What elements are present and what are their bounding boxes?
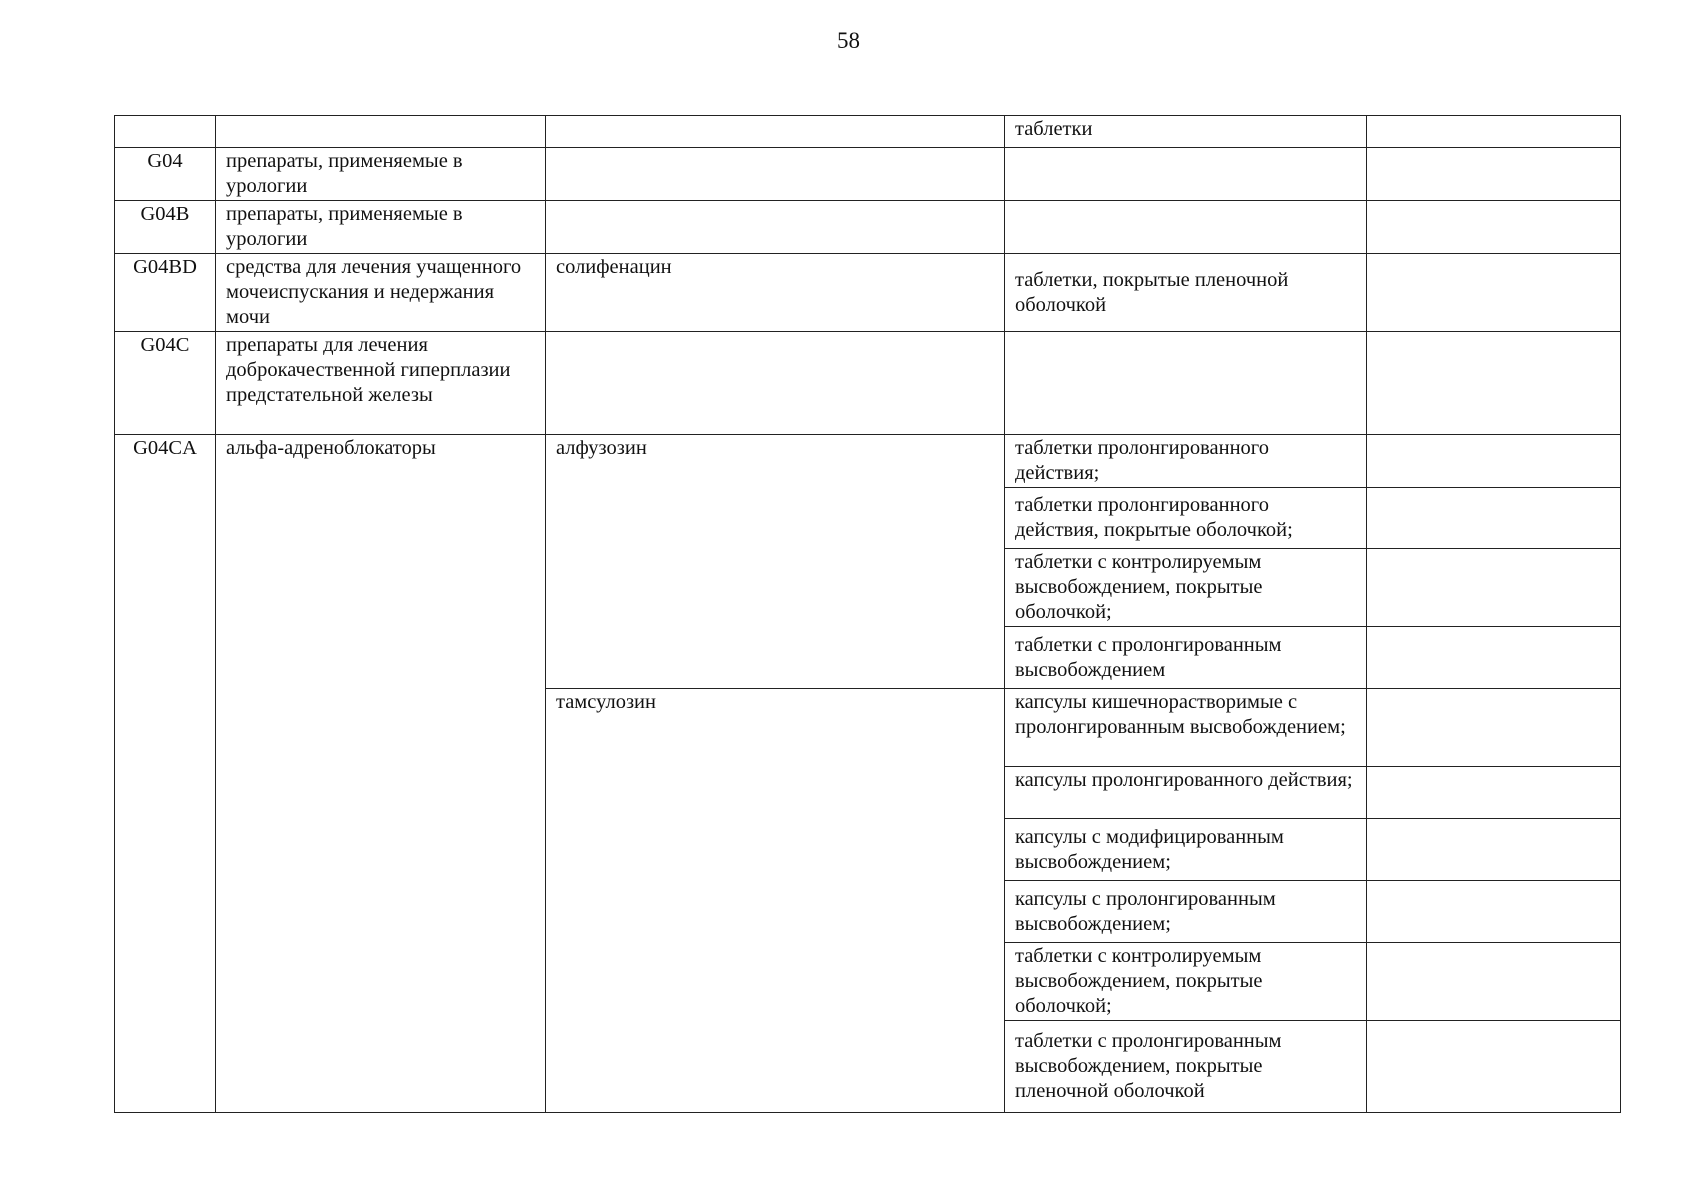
group-cell: препараты для лечения доброкачественной гиперплазии предстательной железы	[216, 332, 546, 435]
form-cell: таблетки пролонгированного действия;	[1005, 435, 1367, 488]
drug-cell	[546, 148, 1005, 201]
notes-cell	[1367, 116, 1621, 148]
table-row	[115, 254, 1621, 332]
drug-cell	[546, 116, 1005, 148]
table-row	[115, 435, 1621, 488]
form-cell: таблетки	[1005, 116, 1367, 148]
notes-cell	[1367, 819, 1621, 881]
atc-code-cell: G04	[115, 148, 216, 201]
form-cell	[1005, 201, 1367, 254]
notes-cell	[1367, 332, 1621, 435]
atc-code-cell: G04C	[115, 332, 216, 435]
atc-code-cell: G04CA	[115, 435, 216, 1113]
notes-cell	[1367, 435, 1621, 488]
group-cell: препараты, применяемые в урологии	[216, 201, 546, 254]
table-row	[115, 116, 1621, 148]
group-cell: средства для лечения учащенного мочеиспускания и недержания мочи	[216, 254, 546, 332]
form-cell: таблетки с пролонгированным высвобождением, покрытые пленочной оболочкой	[1005, 1021, 1367, 1113]
atc-code-cell: G04BD	[115, 254, 216, 332]
group-cell	[216, 116, 546, 148]
group-cell: альфа-адреноблокаторы	[216, 435, 546, 1113]
notes-cell	[1367, 201, 1621, 254]
drug-cell: тамсулозин	[546, 689, 1005, 1113]
form-cell: таблетки с контролируемым высвобождением, покрытые оболочкой;	[1005, 549, 1367, 627]
page-number: 58	[837, 28, 860, 53]
notes-cell	[1367, 148, 1621, 201]
notes-cell	[1367, 881, 1621, 943]
notes-cell	[1367, 943, 1621, 1021]
table-row	[115, 148, 1621, 201]
drug-cell: солифенацин	[546, 254, 1005, 332]
form-cell: капсулы с пролонгированным высвобождением;	[1005, 881, 1367, 943]
drug-cell: алфузозин	[546, 435, 1005, 689]
notes-cell	[1367, 767, 1621, 819]
table-row	[115, 201, 1621, 254]
form-cell: таблетки с контролируемым высвобождением, покрытые оболочкой;	[1005, 943, 1367, 1021]
notes-cell	[1367, 488, 1621, 549]
drug-cell	[546, 201, 1005, 254]
notes-cell	[1367, 254, 1621, 332]
notes-cell	[1367, 689, 1621, 767]
notes-cell	[1367, 1021, 1621, 1113]
form-cell: капсулы кишечнорастворимые с пролонгированным высвобождением;	[1005, 689, 1367, 767]
notes-cell	[1367, 549, 1621, 627]
form-cell	[1005, 332, 1367, 435]
form-cell: таблетки пролонгированного действия, покрытые оболочкой;	[1005, 488, 1367, 549]
form-cell: таблетки, покрытые пленочной оболочкой	[1005, 254, 1367, 332]
drug-cell	[546, 332, 1005, 435]
form-cell: капсулы пролонгированного действия;	[1005, 767, 1367, 819]
atc-code-cell	[115, 116, 216, 148]
form-cell: таблетки с пролонгированным высвобождением	[1005, 627, 1367, 689]
group-cell: препараты, применяемые в урологии	[216, 148, 546, 201]
table-row	[115, 332, 1621, 435]
notes-cell	[1367, 627, 1621, 689]
form-cell: капсулы с модифицированным высвобождением;	[1005, 819, 1367, 881]
form-cell	[1005, 148, 1367, 201]
drug-table	[114, 115, 1621, 1113]
atc-code-cell: G04B	[115, 201, 216, 254]
